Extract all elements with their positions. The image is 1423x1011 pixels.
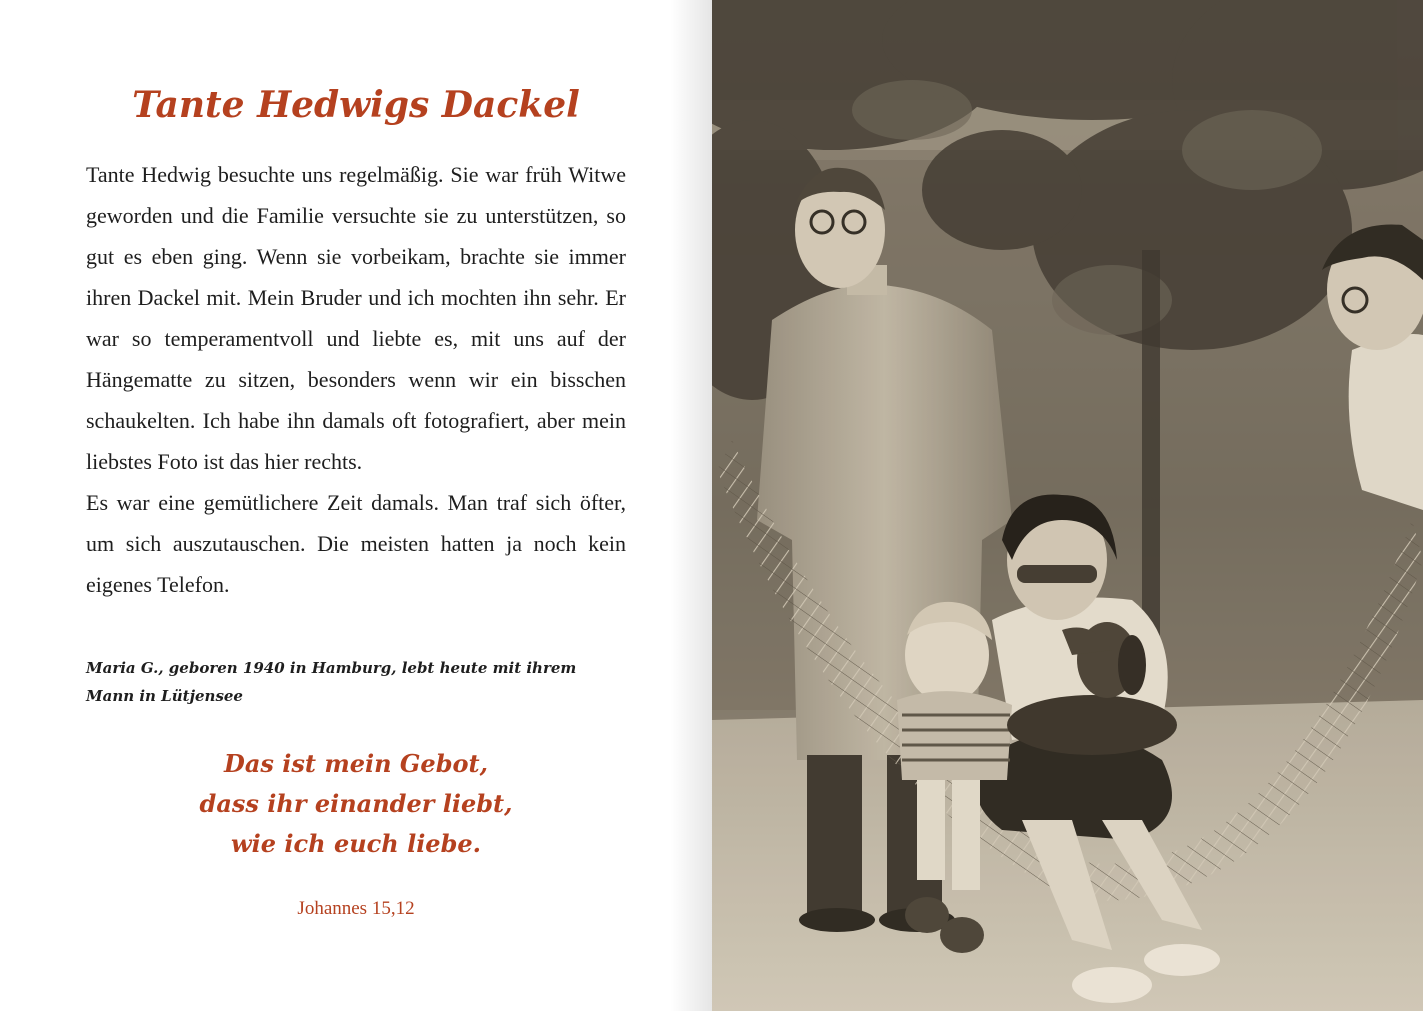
verse-line-2: dass ihr einander liebt, [199, 789, 513, 818]
verse-reference: Johannes 15,12 [297, 898, 415, 919]
bible-verse [0, 744, 712, 864]
gutter-shadow [670, 0, 712, 1011]
story-body [86, 154, 626, 605]
story-title: Tante Hedwigs Dackel [132, 84, 580, 126]
story-paragraph-2: Es war eine gemütlichere Zeit damals. Man traf sich öfter, um sich auszutauschen. Die meisten hatten ja noch kein eigenes Telefon. [86, 490, 626, 597]
family-hammock-photo [712, 0, 1423, 1011]
verse-line-3: wie ich euch liebe. [231, 829, 481, 858]
photo-page [712, 0, 1423, 1011]
verse-line-1: Das ist mein Gebot, [224, 749, 488, 778]
story-paragraph-1: Tante Hedwig besuchte uns regelmäßig. Sie war früh Witwe geworden und die Familie versuchte sie zu unterstützen, so gut es eben ging. Wenn sie vorbeikam, brachte sie immer ihren Dackel mit. Mein Bruder und ich mochten ihn sehr. Er war so temperamentvoll und liebte es, mit uns auf der Hängematte zu sitzen, besonders wenn wir ein bisschen schaukelten. Ich habe ihn damals oft fotografiert, aber mein liebstes Foto ist das hier rechts. [86, 162, 626, 474]
author-credit: Maria G., geboren 1940 in Hamburg, lebt heute mit ihrem Mann in Lütjensee [86, 659, 577, 705]
